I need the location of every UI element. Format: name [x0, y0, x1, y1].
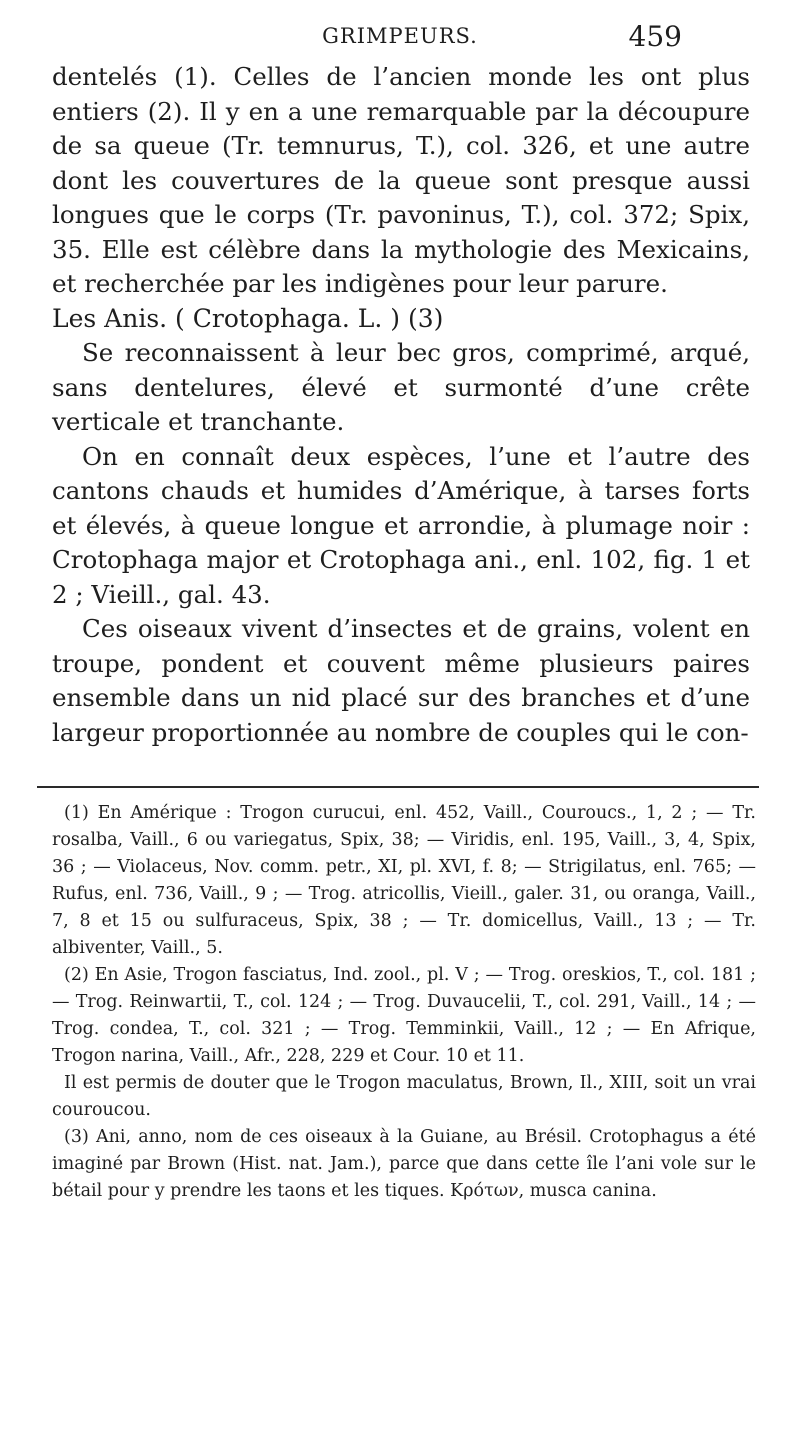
paragraph-species: On en connaît deux espèces, l’une et l’autre des cantons chauds et humides d’Amérique, à tarses forts et élevés, à queue longue et arrondie, à plumage noir : Crotophaga major et Crotophaga ani., enl. 102, fig. 1 et 2 ; Vieill., gal. 43. — [52, 441, 750, 609]
footnote-rule — [37, 786, 759, 788]
page-number: 459 — [628, 20, 682, 53]
footnote-1: (1) En Amérique : Trogon curucui, enl. 452, Vaill., Couroucs., 1, 2 ; — Tr. rosalba, Vaill., 6 ou variegatus, Spix, 38; — Viridis, enl. 195, Vaill., 3, 4, Spix, 36 ; — Violaceus, Nov. comm. petr., XI, pl. XVI, f. 8; — Strigilatus, enl. 765; — Rufus, enl. 736, Vaill., 9 ; — Trog. atricollis, Vieill., galer. 31, ou oranga, Vaill., 7, 8 et 15 ou sulfuraceus, Spix, 38 ; — Tr. domicellus, Vaill., 13 ; — Tr. albiventer, Vaill., 5. — [52, 803, 756, 958]
running-head: GRIMPEURS. — [322, 24, 478, 48]
page-header — [0, 20, 800, 60]
footnote-3: (3) Ani, anno, nom de ces oiseaux à la Guiane, au Brésil. Crotophagus a été imaginé par Brown (Hist. nat. Jam.), parce que dans cette île l’ani vole sur le bétail pour y prendre les taons et les tiques. Κρότων, musca canina. — [52, 1127, 756, 1201]
main-text — [52, 60, 750, 750]
footnote-remark: Il est permis de douter que le Trogon maculatus, Brown, Il., XIII, soit un vrai couroucou. — [52, 1073, 756, 1120]
paragraph-continuation: dentelés (1). Celles de l’ancien monde les ont plus entiers (2). Il y en a une remarquable par la découpure de sa queue (Tr. temnurus, T.), col. 326, et une autre dont les couvertures de la queue sont presque aussi longues que le corps (Tr. pavoninus, T.), col. 372; Spix, 35. Elle est célèbre dans la mythologie des Mexicains, et recherchée par les indigènes pour leur parure. — [52, 62, 750, 298]
footnote-2: (2) En Asie, Trogon fasciatus, Ind. zool., pl. V ; — Trog. oreskios, T., col. 181 ; — Trog. Reinwartii, T., col. 124 ; — Trog. Duvaucelii, T., col. 291, Vaill., 14 ; — Trog. condea, T., col. 321 ; — Trog. Temminkii, Vaill., 12 ; — En Afrique, Trogon narina, Vaill., Afr., 228, 229 et Cour. 10 et 11. — [52, 965, 756, 1066]
paragraph-description: Se reconnaissent à leur bec gros, comprimé, arqué, sans dentelures, élevé et surmonté d’une crête verticale et tranchante. — [52, 338, 750, 436]
paragraph-habits: Ces oiseaux vivent d’insectes et de grains, volent en troupe, pondent et couvent même plusieurs paires ensemble dans un nid placé sur des branches et d’une largeur proportionnée au nombre de couples qui le con- — [52, 614, 750, 747]
footnotes — [52, 800, 756, 1205]
section-heading: Les Anis. ( Crotophaga. L. ) (3) — [52, 303, 444, 333]
